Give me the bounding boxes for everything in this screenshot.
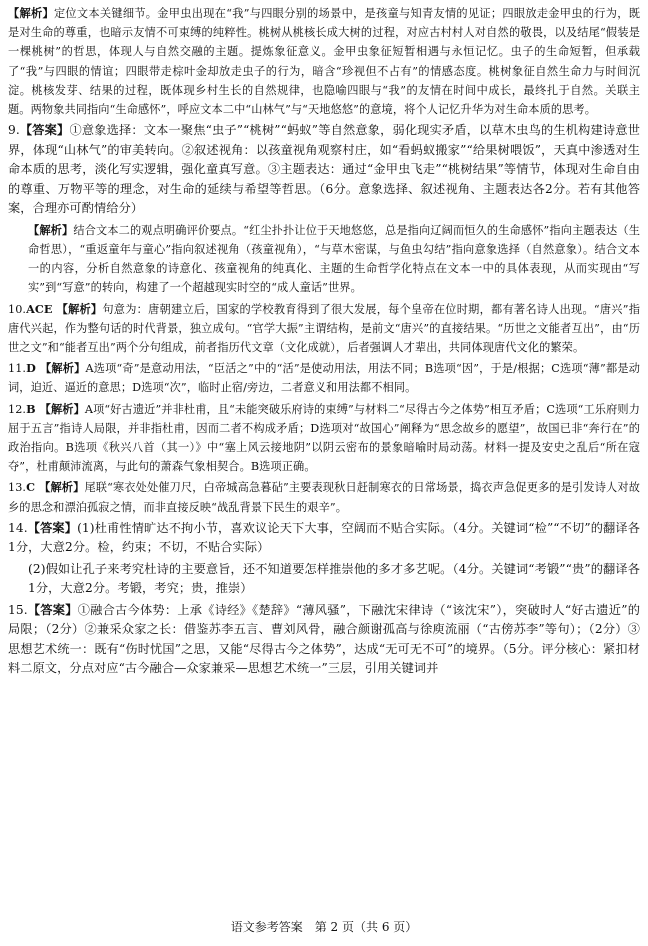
answer-content [8, 4, 640, 681]
question-number: 11. [8, 362, 27, 376]
paragraph-text: A项“好古遗近”并非杜甫，且“未能突破乐府诗的束缚”与材料二“尽得古今之体势”相互矛盾；C选项“工乐府则力屈于五言”指诗人局限，并非指杜甫，因而二者不构成矛盾；D选项对“故国心”阐释为“思念故乡的愿望”，故国已非“奔行在”的政治指向。B选项《秋兴八首（其一）》中“塞上风云接地阴”以阴云密布的景象暗喻时局动荡。材料一提及安史之乱后“所在寇夺”，杜甫颠沛流离，与此句的萧森气象相契合。B选项正确。 [8, 402, 641, 474]
analysis-paragraph [8, 4, 640, 119]
answer-tag: C 【解析】 [26, 480, 85, 495]
question-number: 12. [8, 402, 27, 416]
answer-tag: D 【解析】 [26, 361, 86, 376]
question-11 [8, 359, 640, 397]
question-9-answer [8, 121, 640, 219]
question-10 [8, 300, 640, 358]
paragraph-text: 句意为：唐朝建立后，国家的学校教育得到了很大发展，每个皇帝在位时期，都有著名诗人出现。“唐兴”指唐代兴起，作为整句话的时代背景，独立成句。“官学大振”主谓结构，是前文“唐兴”的直接结果。“历世之文能者互出”，由“历世之文”和“能者互出”两个分句组成，前者指历代文章（文化成就），后者强调人才辈出，共同体现唐代文化的繁荣。 [8, 302, 640, 354]
paragraph-text: 结合文本二的观点明确评价要点。“红尘扑扑让位于天地悠悠，总是指向辽阔而恒久的生命感怀”指向主题表达（生命哲思），“重返童年与童心”指向叙述视角（孩童视角），“与草木密谋，与鱼虫勾结”指向意象选择（自然意象）。结合文本一的内容，分析自然意象的诗意化、孩童视角的纯真化、主题的生命哲学化特点在文本一中的具体表现，从而实现由“写实”到“写意”的转向，构建了一个超越现实时空的“成人童话”世界。 [28, 223, 640, 295]
question-number: 9. [8, 123, 20, 138]
analysis-tag: 【解析】 [28, 222, 74, 237]
answer-tag: 【答案】 [27, 520, 78, 535]
answer-tag: 【答案】 [19, 123, 70, 138]
paragraph-text: (1)杜甫性情旷达不拘小节，喜欢议论天下大事，空阔而不贴合实际。（4分。关键词“检”“不切”的翻译各1分，大意2分。检，约束；不切，不贴合实际） [8, 520, 640, 555]
answer-tag: 【答案】 [27, 602, 78, 617]
answer-tag: B 【解析】 [26, 401, 85, 416]
question-number: 14. [8, 520, 28, 535]
question-15 [8, 601, 640, 679]
question-14-part-2 [8, 560, 640, 599]
answer-tag: ACE 【解析】 [26, 301, 103, 316]
question-number: 10. [8, 302, 27, 316]
paragraph-text: ①融合古今体势：上承《诗经》《楚辞》“薄风骚”，下融沈宋律诗（“该沈宋”），突破时人“好古遗近”的局限；（2分）②兼采众家之长：借鉴苏李五言、曹刘风骨，融合颜谢孤高与徐庾流丽（“古傍苏李”等句）；（2分）③思想艺术统一：既有“伤时忧国”之思，又能“尽得古今之体势”，达成“无可无不可”的境界。（5分。评分核心：紧扣材料二原文，分点对应“古今融合—众家兼采—思想艺术统一”三层，引用关键词并 [8, 602, 640, 676]
question-number: 13. [8, 481, 27, 495]
question-12 [8, 400, 640, 477]
paragraph-text: ①意象选择：文本一聚焦“虫子”“桃树”“蚂蚁”等自然意象，弱化现实矛盾，以草木虫鸟的生机构建诗意世界，体现“山林气”的审美转向。②叙述视角：以孩童视角观察村庄，如“看蚂蚁搬家”“给果树喂饭”，天真中渗透对生命本质的思考，淡化写实逻辑，强化童真写意。③主题表达：通过“金甲虫飞走”“桃树结果”等情节，体现对生命自由的尊重、万物平等的理念，对生命的延续与希望等哲思。（6分。意象选择、叙述视角、主题表达各2分。若有其他答案，合理亦可酌情给分） [8, 123, 640, 216]
question-13 [8, 478, 640, 516]
page-footer: 语文参考答案 第 2 页（共 6 页） [230, 920, 418, 934]
paragraph-text: 定位文本关键细节。金甲虫出现在“我”与四眼分别的场景中，是孩童与知青友情的见证；四眼放走金甲虫的行为，既是对生命的尊重，也暗示友情不可束缚的纯粹性。桃树从桃核长成大树的过程，对应古村村人对自然的敬畏，以及结尾“假装是一棵桃树”的哲思，体现人与自然交融的主题。提炼象征意义。金甲虫象征短暂相遇与永恒记忆。虫子的生命短暂，但承载了“我”与四眼的情谊；四眼带走棕叶金却放走虫子的行为，暗含“珍视但不占有”的情感态度。桃树象征自然生命力与时间沉淀。桃核发芽、结果的过程，既体现乡村生长的自然规律，也隐喻四眼与“我”的友情在时间中成长，最终扎于自然。关联主题。两物象共同指向“生命感怀”，呼应文本二中“山林气”与“天地悠悠”的意境，将个人记忆升华为对生命本质的思考。 [8, 7, 640, 117]
question-9-analysis [8, 221, 640, 298]
paragraph-text: 尾联“寒衣处处催刀尺，白帝城高急暮砧”主要表现秋日赶制寒衣的日常场景，捣衣声急促更多的是引发诗人对故乡的思念和漂泊孤寂之情，而非直接反映“战乱背景下民生的艰辛”。 [8, 481, 640, 514]
question-number: 15. [8, 602, 28, 617]
analysis-tag: 【解析】 [8, 6, 54, 20]
paragraph-text: A选项“奇”是意动用法，“臣活之”中的“活”是使动用法，用法不同；B选项“因”，于是/根据；C选项“薄”都是动词，迫近、逼近的意思；D选项“次”，临时止宿/旁边，二者意义和用法都不相同。 [8, 362, 641, 395]
paragraph-text: (2)假如让孔子来考究杜诗的主要意旨，还不知道要怎样推崇他的多才多艺呢。（4分。关键词“考锻”“贵”的翻译各1分，大意2分。考锻，考究；贵，推崇） [28, 561, 640, 596]
question-14 [8, 519, 640, 558]
